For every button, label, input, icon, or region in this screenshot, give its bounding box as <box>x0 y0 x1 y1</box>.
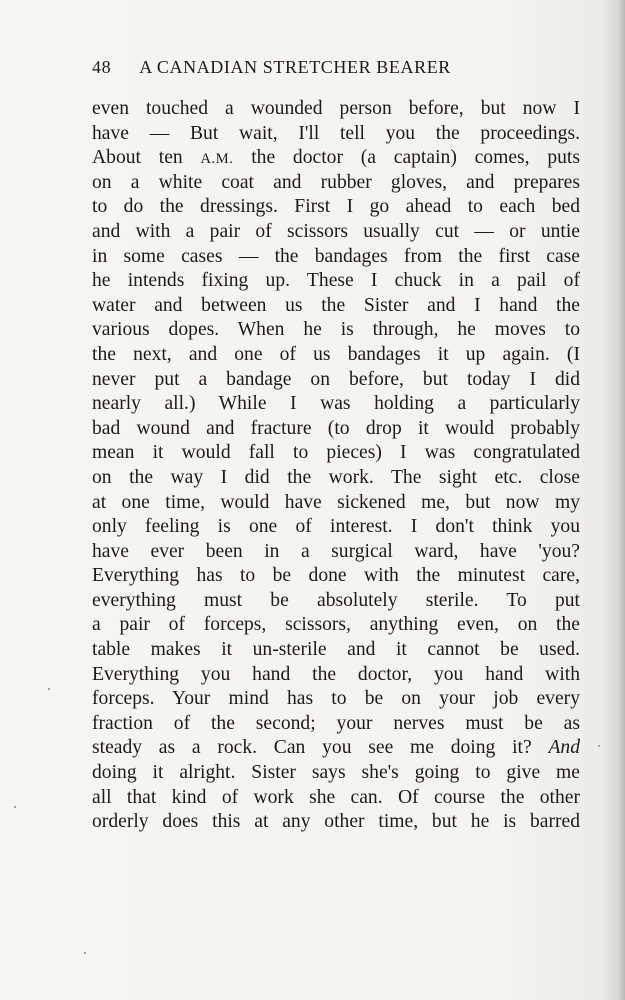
text-line: About ten A.M. the doctor (a captain) comes, puts <box>92 147 580 169</box>
text-line: bad wound and fracture (to drop it would probably <box>92 417 580 439</box>
page-header <box>92 57 451 78</box>
text-line: at one time, would have sickened me, but now my <box>92 491 580 513</box>
text-line: have — But wait, I'll tell you the proceedings. <box>92 122 580 144</box>
text-line: even touched a wounded person before, but now I <box>92 98 580 119</box>
running-title: A CANADIAN STRETCHER BEARER <box>139 57 451 77</box>
text-line: have ever been in a surgical ward, have 'you? <box>92 540 580 562</box>
text-line: mean it would fall to pieces) I was congratulated <box>92 442 580 464</box>
paper-speck <box>598 745 600 747</box>
text-line: only feeling is one of interest. I don't think you <box>92 516 580 538</box>
text-line: all that kind of work she can. Of course the other <box>92 786 580 808</box>
paper-speck <box>48 688 50 690</box>
page-number: 48 <box>92 57 112 77</box>
text-line: various dopes. When he is through, he moves to <box>92 319 580 341</box>
paper-speck <box>84 952 86 954</box>
body-text <box>92 97 580 835</box>
text-line: a pair of forceps, scissors, anything even, on the <box>92 614 580 636</box>
text-line: everything must be absolutely sterile. To put <box>92 589 580 611</box>
text-line: fraction of the second; your nerves must be as <box>92 712 580 734</box>
text-line: Everything has to be done with the minutest care, <box>92 565 580 587</box>
paper-speck <box>14 806 16 808</box>
text-line: in some cases — the bandages from the first case <box>92 245 580 267</box>
text-line: the next, and one of us bandages it up again. (I <box>92 343 580 365</box>
text-line: forceps. Your mind has to be on your job every <box>92 688 580 710</box>
text-line: he intends fixing up. These I chuck in a pail of <box>92 270 580 292</box>
text-line: to do the dressings. First I go ahead to each bed <box>92 196 580 218</box>
text-line: table makes it un-sterile and it cannot be used. <box>92 639 580 661</box>
text-line: doing it alright. Sister says she's going to give me <box>92 762 580 784</box>
text-line: on the way I did the work. The sight etc. close <box>92 466 580 488</box>
text-line: on a white coat and rubber gloves, and prepares <box>92 171 580 193</box>
text-line: orderly does this at any other time, but he is barred <box>92 811 580 833</box>
text-line: nearly all.) While I was holding a particularly <box>92 393 580 415</box>
text-line: and with a pair of scissors usually cut — or untie <box>92 220 580 242</box>
text-line: water and between us the Sister and I hand the <box>92 294 580 316</box>
text-line: steady as a rock. Can you see me doing it? And <box>92 737 580 759</box>
text-line: never put a bandage on before, but today I did <box>92 368 580 390</box>
text-line: Everything you hand the doctor, you hand with <box>92 663 580 685</box>
